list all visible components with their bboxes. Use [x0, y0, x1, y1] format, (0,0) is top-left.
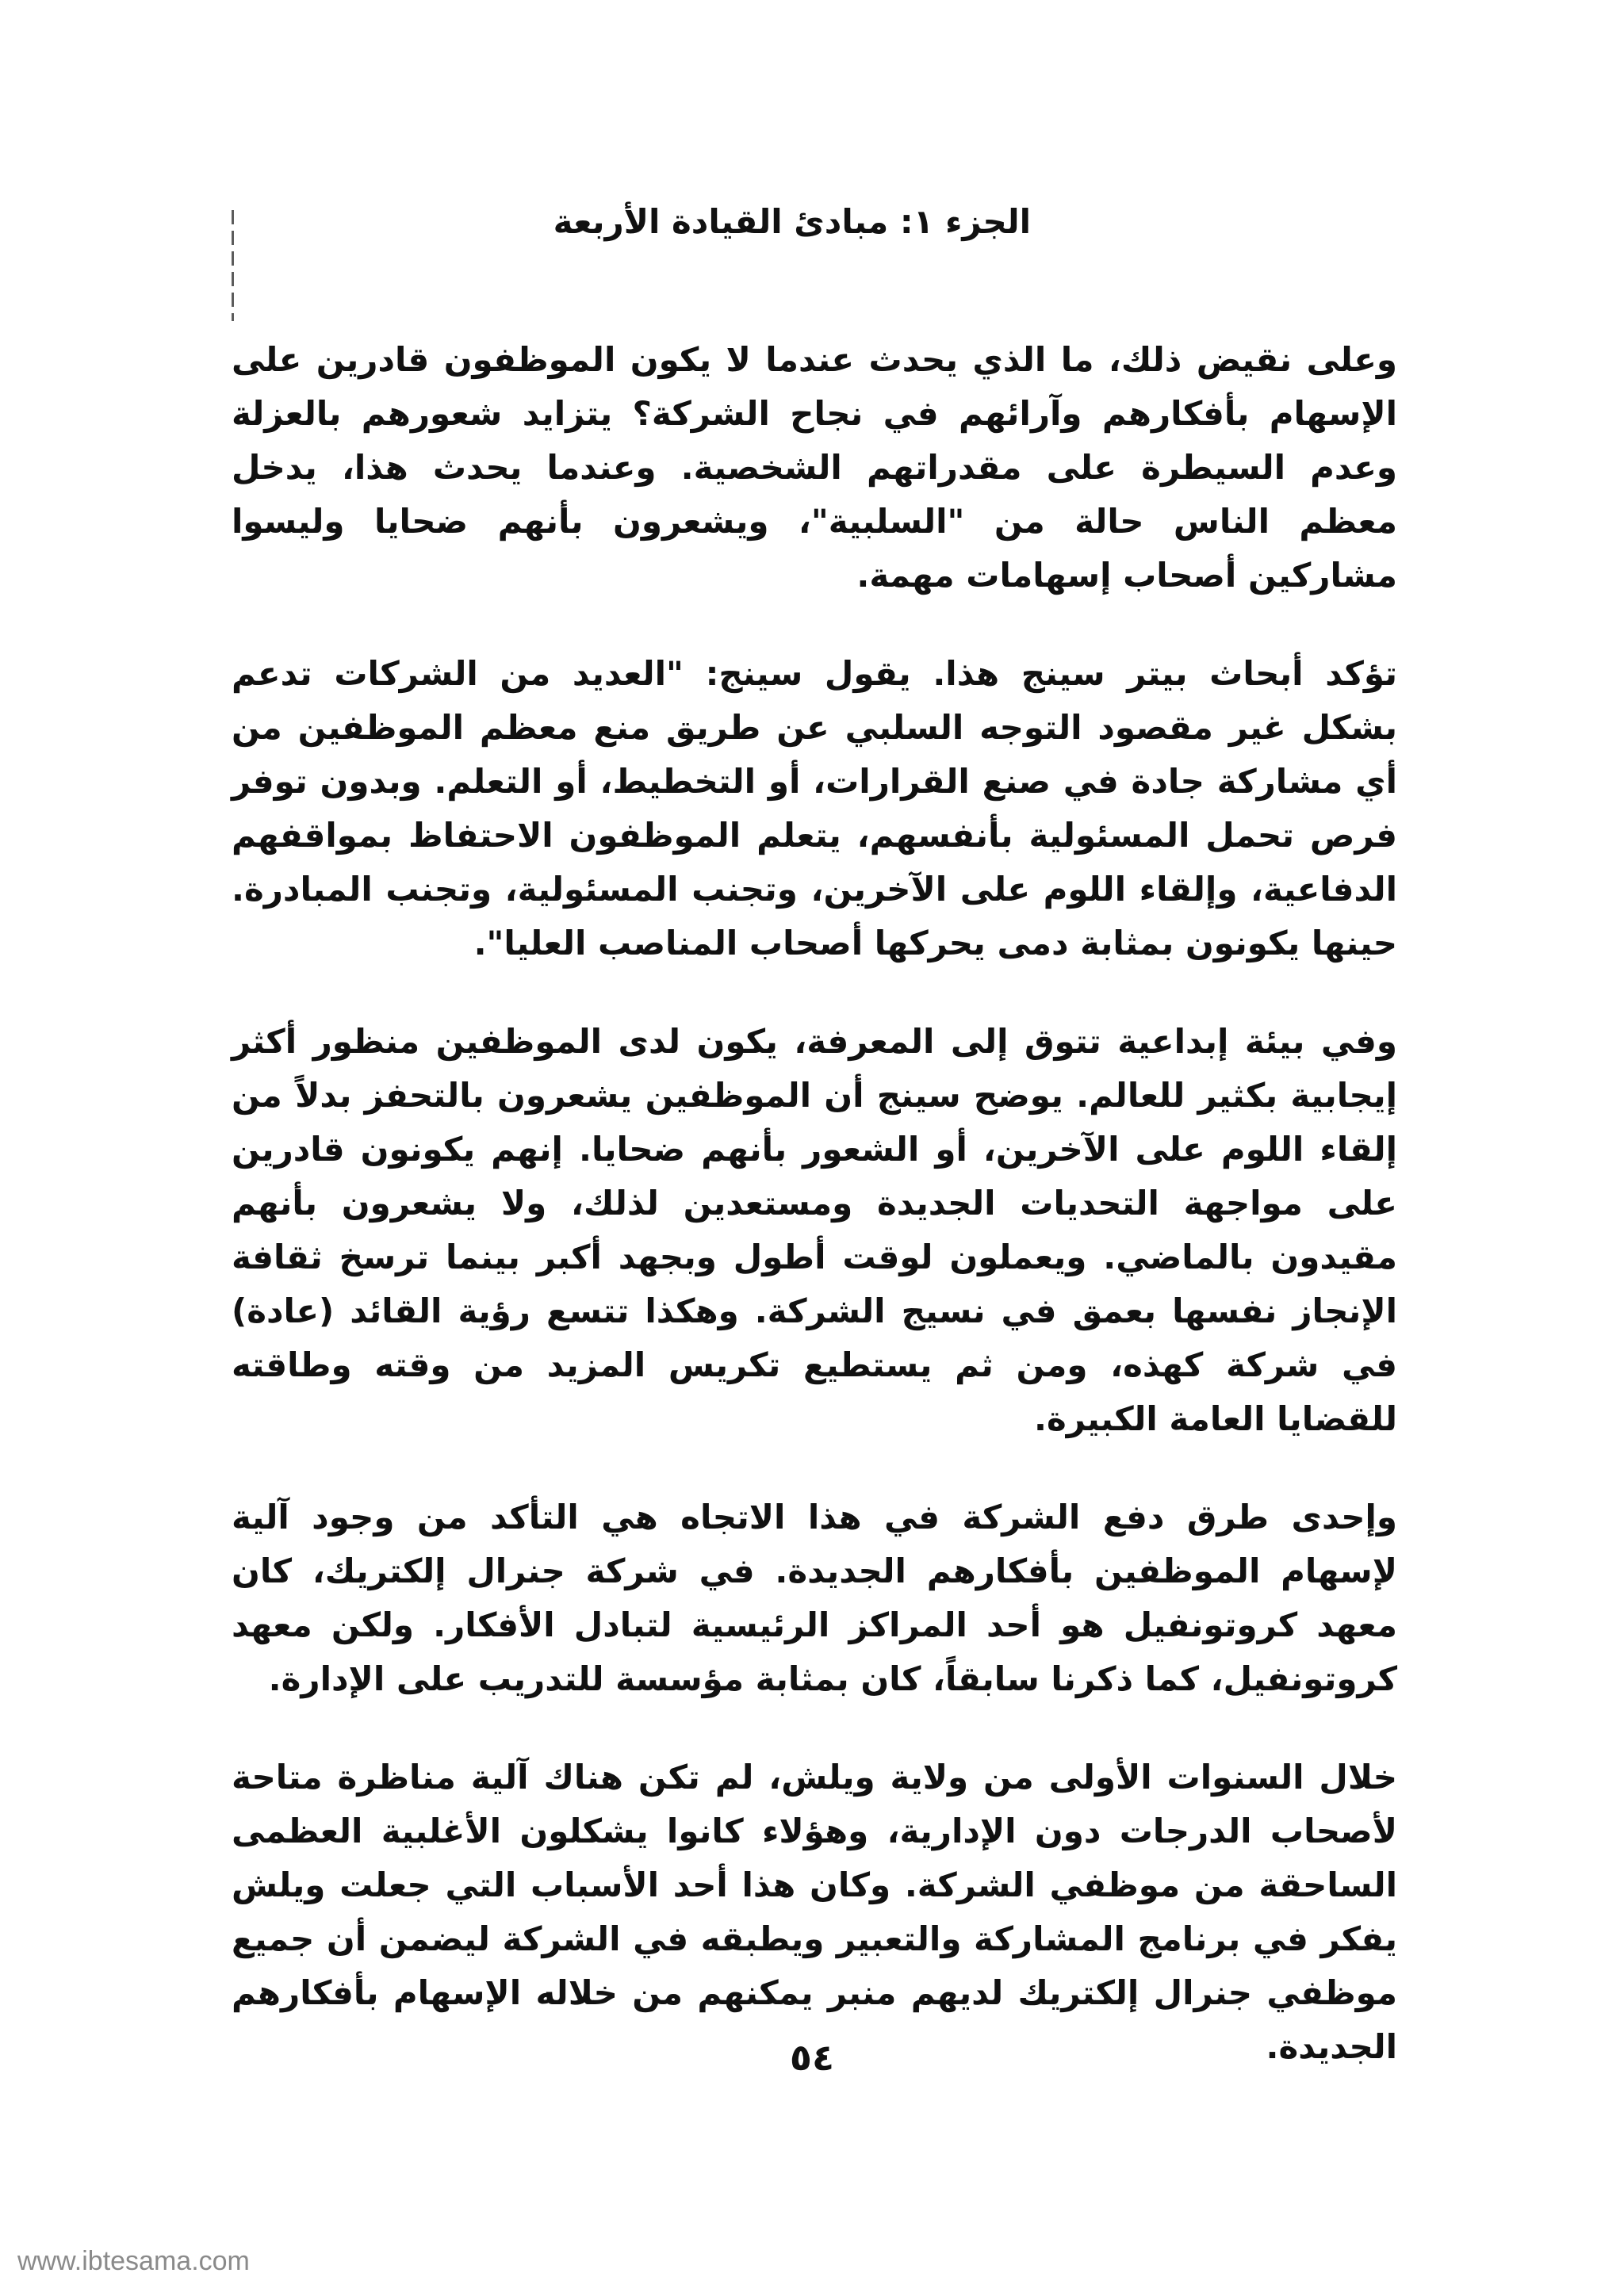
- paragraph-4: وإحدى طرق دفع الشركة في هذا الاتجاه هي التأكد من وجود آلية لإسهام الموظفين بأفكارهم الجديدة. في شركة جنرال إلكتريك، كان معهد كروتونفيل هو أحد المراكز الرئيسية لتبادل الأفكار. ولكن معهد كروتونفيل، كما ذكرنا سابقاً، كان بمثابة مؤسسة للتدريب على الإدارة.: [232, 1498, 1397, 1698]
- site-watermark: www.ibtesama.com: [17, 2246, 250, 2276]
- paragraph-3: وفي بيئة إبداعية تتوق إلى المعرفة، يكون لدى الموظفين منظور أكثر إيجابية بكثير للعالم. يوضح سينج أن الموظفين يشعرون بالتحفز بدلاً من إلقاء اللوم على الآخرين، أو الشعور بأنهم ضحايا. إنهم يكونون قادرين على مواجهة التحديات الجديدة ومستعدين لذلك، ولا يشعرون بأنهم مقيدون بالماضي. ويعملون لوقت أطول وبجهد أكبر بينما ترسخ ثقافة الإنجاز نفسها بعمق في نسيج الشركة. وهكذا تتسع رؤية القائد (عادة) في شركة كهذه، ومن ثم يستطيع تكريس المزيد من وقته وطاقته للقضايا العامة الكبيرة.: [232, 1022, 1397, 1438]
- paragraph-5: خلال السنوات الأولى من ولاية ويلش، لم تكن هناك آلية مناظرة متاحة لأصحاب الدرجات دون الإدارية، وهؤلاء كانوا يشكلون الأغلبية العظمى الساحقة من موظفي الشركة. وكان هذا أحد الأسباب التي جعلت ويلش يفكر في برنامج المشاركة والتعبير ويطبقه في الشركة ليضمن أن جميع موظفي جنرال إلكتريك لديهم منبر يمكنهم من خلاله الإسهام بأفكارهم الجديدة.: [232, 1758, 1397, 2066]
- running-header: الجزء ١: مبادئ القيادة الأربعة: [553, 202, 1031, 241]
- scan-margin-mark: [232, 210, 234, 321]
- paragraph-1: وعلى نقيض ذلك، ما الذي يحدث عندما لا يكون الموظفون قادرين على الإسهام بأفكارهم وآرائهم في نجاح الشركة؟ يتزايد شعورهم بالعزلة وعدم السيطرة على مقدراتهم الشخصية. وعندما يحدث هذا، يدخل معظم الناس حالة من "السلبية"، ويشعرون بأنهم ضحايا وليسوا مشاركين أصحاب إسهامات مهمة.: [232, 340, 1397, 595]
- page-number: ٥٤: [789, 2036, 835, 2079]
- paragraph-2: تؤكد أبحاث بيتر سينج هذا. يقول سينج: "العديد من الشركات تدعم بشكل غير مقصود التوجه السلبي عن طريق منع معظم الموظفين من أي مشاركة جادة في صنع القرارات، أو التخطيط، أو التعلم. وبدون توفر فرص تحمل المسئولية بأنفسهم، يتعلم الموظفون الاحتفاظ بمواقفهم الدفاعية، وإلقاء اللوم على الآخرين، وتجنب المسئولية، وتجنب المبادرة. حينها يكونون بمثابة دمى يحركها أصحاب المناصب العليا".: [232, 654, 1397, 962]
- body-text: [232, 333, 1397, 2118]
